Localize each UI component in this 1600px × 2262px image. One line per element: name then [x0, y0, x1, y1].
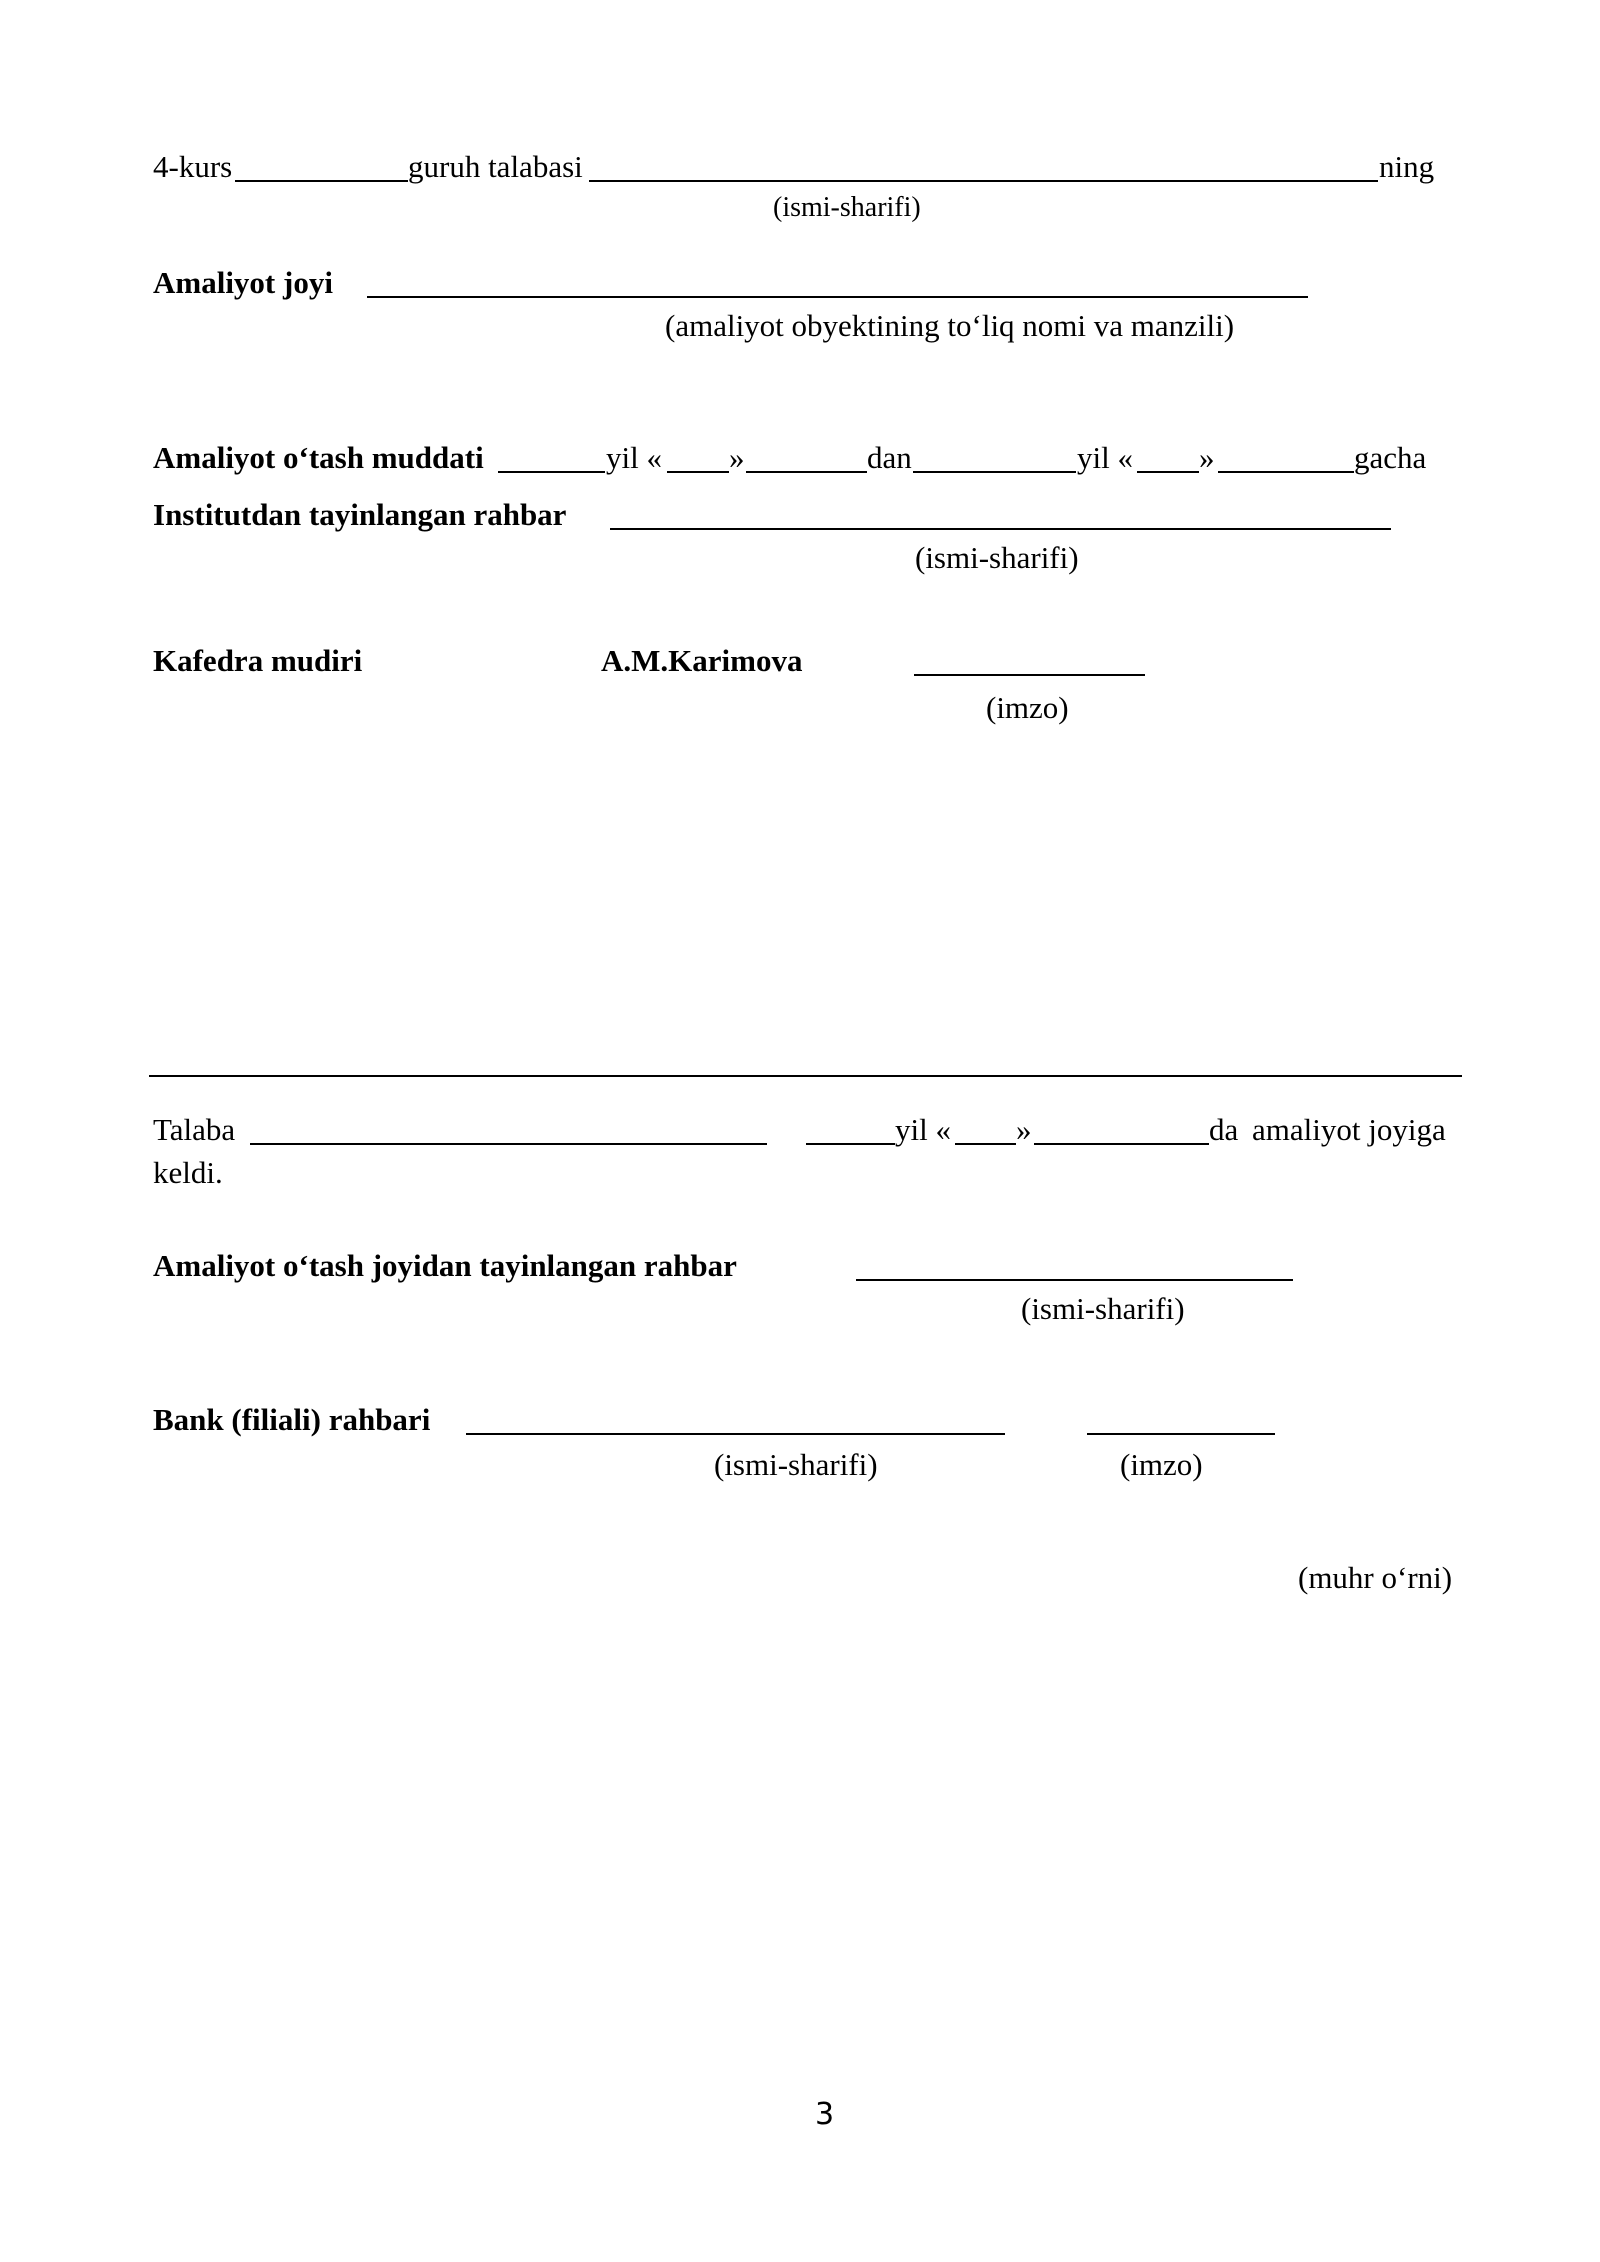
student-label: Talaba — [153, 1112, 236, 1147]
practice-place-label: Amaliyot joyi — [153, 265, 333, 300]
arrival-student-blank[interactable] — [250, 1143, 767, 1145]
end-year-blank[interactable] — [913, 471, 1076, 473]
student-name-caption: (ismi-sharifi) — [773, 192, 921, 223]
stamp-place-caption: (muhr o‘rni) — [1298, 1560, 1453, 1595]
arrival-year-blank[interactable] — [806, 1143, 895, 1145]
end-day-blank[interactable] — [1137, 471, 1199, 473]
practice-place-blank[interactable] — [367, 296, 1308, 298]
group-student-label: guruh talabasi — [408, 149, 583, 184]
gacha-suffix: gacha — [1354, 440, 1427, 475]
section-divider — [149, 1075, 1462, 1077]
student-name-blank[interactable] — [589, 180, 1378, 182]
department-head-name: A.M.Karimova — [601, 643, 803, 678]
department-head-signature-blank[interactable] — [914, 674, 1145, 676]
site-supervisor-caption: (ismi-sharifi) — [1021, 1291, 1185, 1326]
arrival-day-blank[interactable] — [955, 1143, 1016, 1145]
bank-head-signature-blank[interactable] — [1087, 1433, 1275, 1435]
institute-supervisor-blank[interactable] — [610, 528, 1391, 530]
arrival-month-blank[interactable] — [1034, 1143, 1209, 1145]
group-blank[interactable] — [235, 180, 408, 182]
end-yil: yil « — [1077, 440, 1133, 475]
start-year-blank[interactable] — [498, 471, 605, 473]
start-yil: yil « — [606, 440, 662, 475]
dan-suffix: dan — [867, 440, 912, 475]
ning-suffix: ning — [1379, 149, 1435, 184]
end-quote-close: » — [1199, 440, 1215, 475]
start-quote-close: » — [729, 440, 745, 475]
course-label: 4-kurs — [153, 149, 233, 184]
page-number: 3 — [815, 2097, 835, 2132]
institute-supervisor-label: Institutdan tayinlangan rahbar — [153, 497, 567, 532]
bank-head-label: Bank (filiali) rahbari — [153, 1402, 431, 1437]
institute-supervisor-caption: (ismi-sharifi) — [915, 540, 1079, 575]
start-day-blank[interactable] — [667, 471, 729, 473]
site-supervisor-label: Amaliyot o‘tash joyidan tayinlangan rahbar — [153, 1248, 737, 1283]
department-head-label: Kafedra mudiri — [153, 643, 363, 678]
practice-period-label: Amaliyot o‘tash muddati — [153, 440, 484, 475]
arrival-keldi: keldi. — [153, 1155, 223, 1190]
end-month-blank[interactable] — [1218, 471, 1354, 473]
bank-head-name-blank[interactable] — [466, 1433, 1005, 1435]
department-head-signature-caption: (imzo) — [986, 690, 1069, 725]
arrival-quote-close: » — [1016, 1112, 1032, 1147]
practice-place-caption: (amaliyot obyektining to‘liq nomi va manzili) — [665, 308, 1235, 343]
arrival-yil: yil « — [895, 1112, 951, 1147]
site-supervisor-blank[interactable] — [856, 1279, 1293, 1281]
arrival-rest: amaliyot joyiga — [1252, 1112, 1446, 1147]
bank-head-name-caption: (ismi-sharifi) — [714, 1447, 878, 1482]
bank-head-signature-caption: (imzo) — [1120, 1447, 1203, 1482]
start-month-blank[interactable] — [746, 471, 867, 473]
arrival-da: da — [1209, 1112, 1239, 1147]
